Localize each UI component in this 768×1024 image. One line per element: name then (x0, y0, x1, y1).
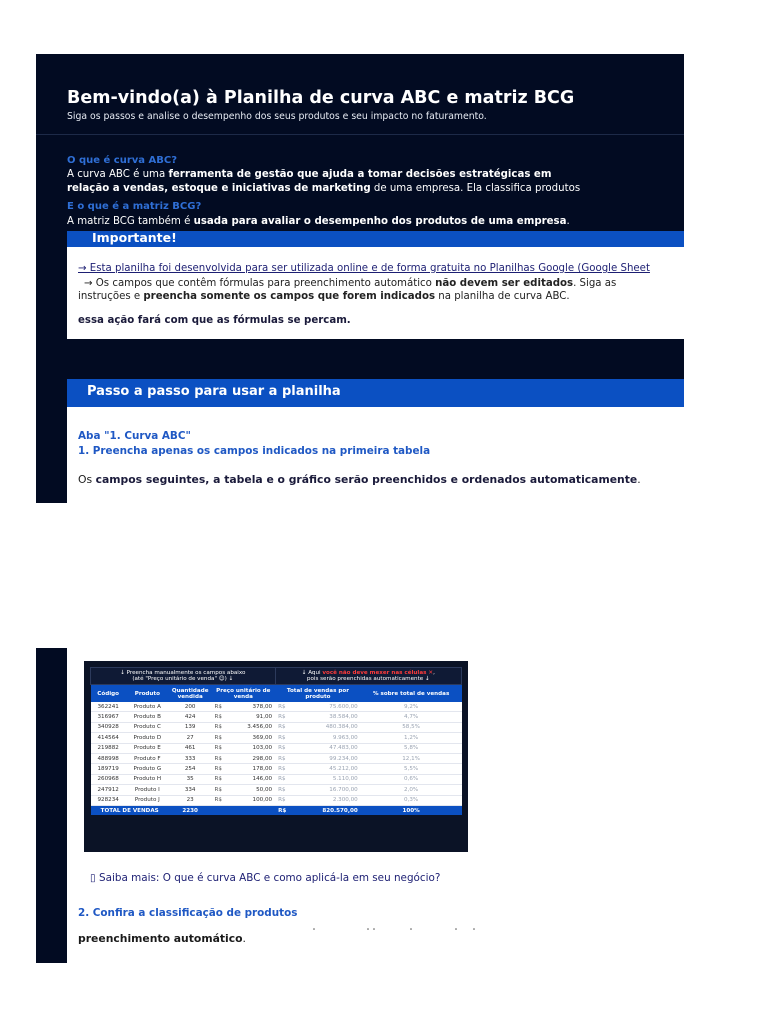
header-produto: Produto (126, 685, 169, 703)
cell-product: Produto A (126, 702, 169, 712)
table-row (91, 774, 462, 784)
table-row (91, 764, 462, 774)
abc-sales-table (90, 667, 462, 815)
cell-total: 99.234,00 (297, 753, 361, 763)
cell-price: 178,00 (231, 764, 275, 774)
cell-total: 9.963,00 (297, 733, 361, 743)
important-text-line-2 (78, 290, 570, 303)
header-codigo: Código (91, 685, 126, 703)
cell-percentage: 1,2% (361, 733, 462, 743)
total-percentage: 100% (361, 805, 462, 815)
cell-product: Produto B (126, 712, 169, 722)
left-accent-bar (36, 231, 67, 503)
cell-price-currency: R$ (212, 702, 231, 712)
step-1-heading (78, 443, 678, 456)
step-2-text: . (242, 932, 246, 945)
cell-percentage: 4,7% (361, 712, 462, 722)
important-text: . Siga as (573, 278, 617, 289)
table-row (91, 785, 462, 795)
auto-fill-note (275, 668, 461, 685)
cell-code: 488998 (91, 753, 126, 763)
cell-price: 50,00 (231, 785, 275, 795)
cell-price: 100,00 (231, 795, 275, 805)
cell-price-currency: R$ (212, 795, 231, 805)
step-1-text-part: Os (78, 473, 96, 486)
note-text: , (433, 670, 435, 676)
cell-total-currency: R$ (275, 702, 297, 712)
important-text: instruções e (78, 291, 144, 302)
cell-total-currency: R$ (275, 795, 297, 805)
cell-price: 103,00 (231, 743, 275, 753)
abc-table-image (84, 661, 468, 852)
cell-code: 928234 (91, 795, 126, 805)
step-1-text-bold: campos seguintes, a tabela e o gráfico serão preenchidos e ordenados automaticamente (95, 473, 638, 486)
cell-quantity: 35 (169, 774, 212, 784)
note-warning-text: você não deve mexer nas células ✕ (322, 670, 434, 676)
cell-price-currency: R$ (212, 733, 231, 743)
manual-fill-note (91, 668, 276, 685)
table-row (91, 702, 462, 712)
important-text: → Os campos que contêm fórmulas para preenchimento automático (84, 278, 436, 289)
cell-product: Produto D (126, 733, 169, 743)
left-accent-bar-lower (36, 648, 67, 963)
step-2-description (78, 932, 246, 945)
abc-description-line-1 (67, 168, 551, 181)
steps-title: Passo a passo para usar a planilha (87, 384, 341, 399)
total-quantity: 2230 (169, 805, 212, 815)
important-text-bold: preencha somente os campos que forem indicados (143, 291, 436, 302)
google-sheets-link[interactable]: → Esta planilha foi desenvolvida para ser utilizada online e de forma gratuita no Planilhas Google (Google Sheet (78, 263, 650, 274)
table-row (91, 795, 462, 805)
cell-price: 378,00 (231, 702, 275, 712)
step-1-text-part: . (637, 473, 641, 486)
step-1-description (78, 473, 641, 486)
cell-total-currency: R$ (275, 764, 297, 774)
table-row (91, 722, 462, 732)
cell-price-currency: R$ (212, 743, 231, 753)
cell-code: 316967 (91, 712, 126, 722)
note-text: ↓ Preencha manualmente os campos abaixo (120, 670, 246, 676)
cell-total-currency: R$ (275, 743, 297, 753)
cell-percentage: 5,8% (361, 743, 462, 753)
header-percentual: % sobre total de vendas (361, 685, 462, 703)
table-body (91, 702, 462, 805)
cell-percentage: 0,6% (361, 774, 462, 784)
cell-code: 340928 (91, 722, 126, 732)
cell-percentage: 9,2% (361, 702, 462, 712)
bcg-text: A matriz BCG também é (67, 216, 194, 227)
bcg-description-line (67, 215, 570, 228)
cell-code: 247912 (91, 785, 126, 795)
cell-quantity: 27 (169, 733, 212, 743)
abc-text: A curva ABC é uma (67, 169, 169, 180)
cell-total: 16.700,00 (297, 785, 361, 795)
cell-price: 146,00 (231, 774, 275, 784)
page-subtitle: Siga os passos e analise o desempenho dos seus produtos e seu impacto no faturamento. (67, 111, 487, 122)
note-text: pois serão preenchidas automaticamente ↓ (306, 676, 430, 682)
tab-curva-abc-heading: Aba "1. Curva ABC" (78, 430, 191, 442)
step-1-text: 1. Preencha apenas os campos indicados na primeira tabela (78, 445, 431, 456)
cell-percentage: 2,0% (361, 785, 462, 795)
section-divider-band (67, 339, 684, 379)
cell-quantity: 334 (169, 785, 212, 795)
cell-total: 47.483,00 (297, 743, 361, 753)
bcg-text: . (566, 216, 570, 227)
cell-code: 219882 (91, 743, 126, 753)
table-row (91, 733, 462, 743)
cell-total: 75.600,00 (297, 702, 361, 712)
cell-quantity: 333 (169, 753, 212, 763)
total-value: 820.570,00 (297, 805, 361, 815)
cell-code: 362241 (91, 702, 126, 712)
abc-text-bold: ferramenta de gestão que ajuda a tomar decisões estratégicas em (168, 169, 552, 180)
cell-price-currency: R$ (212, 764, 231, 774)
table-row (91, 712, 462, 722)
cell-product: Produto H (126, 774, 169, 784)
abc-text-bold: relação a vendas, estoque e iniciativas de marketing (67, 183, 371, 194)
cell-percentage: 58,5% (361, 722, 462, 732)
important-warning: essa ação fará com que as fórmulas se percam. (78, 315, 351, 326)
cell-price-currency: R$ (212, 774, 231, 784)
table-row (91, 753, 462, 763)
cell-product: Produto F (126, 753, 169, 763)
total-spacer (212, 805, 276, 815)
cell-total-currency: R$ (275, 733, 297, 743)
learn-more-link[interactable]: ▯ Saiba mais: O que é curva ABC e como aplicá-la em seu negócio? (90, 872, 441, 884)
page-title: Bem-vindo(a) à Planilha de curva ABC e matriz BCG (67, 88, 575, 108)
cell-price: 3.456,00 (231, 722, 275, 732)
important-text: na planilha de curva ABC. (435, 291, 570, 302)
important-text-line-1 (84, 277, 616, 290)
cell-quantity: 461 (169, 743, 212, 753)
table-row (91, 743, 462, 753)
cell-quantity: 200 (169, 702, 212, 712)
cell-total-currency: R$ (275, 712, 297, 722)
cell-price: 298,00 (231, 753, 275, 763)
header-quantidade: Quantidade vendida (169, 685, 212, 703)
cell-percentage: 12,1% (361, 753, 462, 763)
cell-total: 38.584,00 (297, 712, 361, 722)
header-total: Total de vendas por produto (275, 685, 361, 703)
cell-price: 91,00 (231, 712, 275, 722)
cell-product: Produto E (126, 743, 169, 753)
header-preco: Preço unitário de venda (212, 685, 276, 703)
important-title: Importante! (92, 230, 177, 245)
total-currency: R$ (275, 805, 297, 815)
cell-code: 414564 (91, 733, 126, 743)
cell-total-currency: R$ (275, 774, 297, 784)
cell-total-currency: R$ (275, 785, 297, 795)
cell-total-currency: R$ (275, 722, 297, 732)
abc-question-heading: O que é curva ABC? (67, 155, 178, 166)
note-text: (até "Preço unitário de venda" 😊) ↓ (132, 676, 234, 682)
cell-quantity: 139 (169, 722, 212, 732)
cell-code: 189719 (91, 764, 126, 774)
cell-price: 369,00 (231, 733, 275, 743)
cell-price-currency: R$ (212, 712, 231, 722)
important-text-bold: não devem ser editados (435, 278, 574, 289)
cell-product: Produto J (126, 795, 169, 805)
abc-description-line-2 (67, 182, 580, 195)
cell-total: 5.110,00 (297, 774, 361, 784)
total-label: TOTAL DE VENDAS (91, 805, 169, 815)
cell-code: 260968 (91, 774, 126, 784)
bcg-question-heading: E o que é a matriz BCG? (67, 201, 202, 212)
cell-quantity: 254 (169, 764, 212, 774)
cell-percentage: 5,5% (361, 764, 462, 774)
cell-quantity: 23 (169, 795, 212, 805)
cell-total: 45.212,00 (297, 764, 361, 774)
cell-price-currency: R$ (212, 722, 231, 732)
cell-product: Produto G (126, 764, 169, 774)
cell-product: Produto C (126, 722, 169, 732)
cell-product: Produto I (126, 785, 169, 795)
note-text: ↓ Aqui (301, 670, 323, 676)
bcg-text-bold: usada para avaliar o desempenho dos produtos de uma empresa (193, 216, 567, 227)
step-2-text-bold: preenchimento automático (78, 932, 243, 945)
abc-text: de uma empresa. Ela classifica produtos (370, 183, 581, 194)
cell-total: 480.384,00 (297, 722, 361, 732)
cell-price-currency: R$ (212, 753, 231, 763)
cell-price-currency: R$ (212, 785, 231, 795)
step-2-heading: 2. Confira a classificação de produtos (78, 907, 298, 919)
cell-total: 2.300,00 (297, 795, 361, 805)
cell-percentage: 0,3% (361, 795, 462, 805)
cell-quantity: 424 (169, 712, 212, 722)
cell-total-currency: R$ (275, 753, 297, 763)
